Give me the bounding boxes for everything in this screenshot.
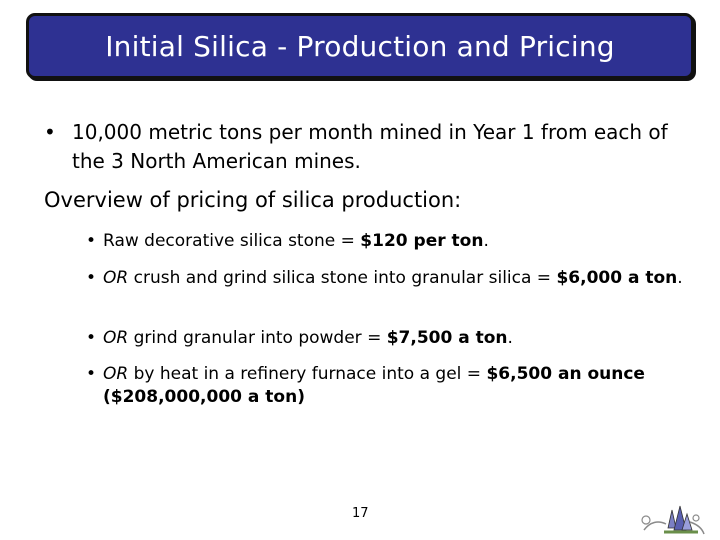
sub-item-text: by heat in a refinery furnace into a gel = bbox=[128, 364, 487, 384]
overview-heading: Overview of pricing of silica production: bbox=[44, 188, 462, 212]
sub-item-raw bbox=[86, 230, 706, 253]
bullet-marker: • bbox=[86, 364, 97, 384]
sub-item-text: grind granular into powder = bbox=[128, 328, 387, 348]
bullet-marker: • bbox=[86, 231, 97, 251]
main-bullet bbox=[44, 118, 684, 176]
bullet-marker: • bbox=[44, 120, 56, 144]
sub-item-powder bbox=[86, 327, 706, 350]
slide-title-box bbox=[26, 13, 694, 79]
sub-item-or: OR bbox=[103, 364, 129, 384]
bullet-marker: • bbox=[86, 268, 97, 288]
sub-item-or: OR bbox=[103, 328, 129, 348]
sub-item-tail: . bbox=[677, 268, 683, 288]
sub-item-price: $6,000 a ton bbox=[556, 268, 678, 288]
sub-item-tail: . bbox=[507, 328, 513, 348]
page-number: 17 bbox=[352, 506, 369, 521]
sub-item-granular bbox=[86, 267, 706, 290]
sub-item-price: $120 per ton bbox=[360, 231, 484, 251]
bullet-marker: • bbox=[86, 328, 97, 348]
sub-item-tail: . bbox=[483, 231, 489, 251]
slide-title: Initial Silica - Production and Pricing bbox=[105, 29, 615, 63]
sub-item-price: $6,500 an ounce ($208,000,000 a ton) bbox=[103, 364, 645, 407]
sub-item-text: Raw decorative silica stone = bbox=[103, 231, 361, 251]
decorative-crystal-logo-icon bbox=[638, 498, 708, 538]
sub-item-price: $7,500 a ton bbox=[386, 328, 508, 348]
sub-item-text: crush and grind silica stone into granular silica = bbox=[128, 268, 557, 288]
main-bullet-text: 10,000 metric tons per month mined in Year 1 from each of the 3 North American mines. bbox=[72, 120, 668, 173]
sub-item-or: OR bbox=[103, 268, 129, 288]
sub-item-gel bbox=[86, 363, 706, 409]
